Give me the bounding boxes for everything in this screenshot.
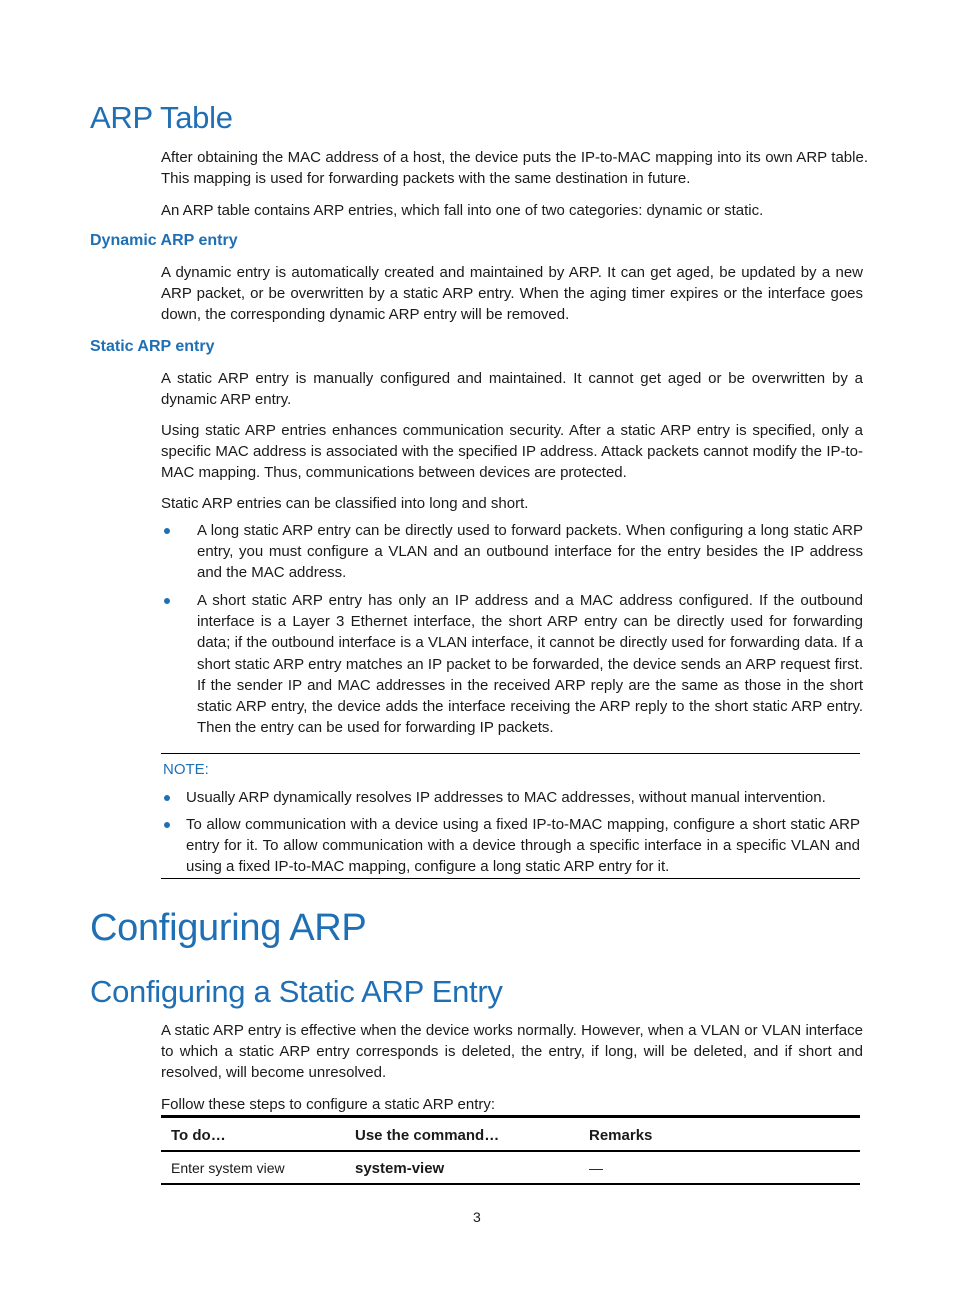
chapter-heading-configuring-arp: Configuring ARP	[90, 907, 367, 949]
section-heading-configuring-static-arp-entry: Configuring a Static ARP Entry	[90, 974, 503, 1009]
table-cell-command: system-view	[355, 1160, 445, 1177]
table-cell-to-do: Enter system view	[171, 1160, 285, 1176]
subsection-heading-static-arp-entry: Static ARP entry	[90, 338, 215, 355]
table-header-remarks: Remarks	[589, 1127, 653, 1144]
dynamic-arp-entry-paragraph: A dynamic entry is automatically created and maintained by ARP. It can get aged, be updated by a new ARP packet, or be overwritten by a static ARP entry. When the aging timer expires or the interface goes down, the corresponding dynamic ARP entry will be removed.	[161, 264, 863, 324]
bullet-icon	[164, 795, 170, 801]
note-bullet-1: Usually ARP dynamically resolves IP addresses to MAC addresses, without manual intervention.	[186, 789, 826, 806]
configuring-static-arp-paragraph: A static ARP entry is effective when the device works normally. However, when a VLAN or VLAN interface to which a static ARP entry corresponds is deleted, the entry, if long, will be deleted, and if short and resolved, will become unresolved.	[161, 1022, 863, 1082]
table-header-to-do: To do…	[171, 1127, 226, 1144]
static-arp-bullet-short: A short static ARP entry has only an IP address and a MAC address configured. If the outbound interface is a Layer 3 Ethernet interface, the short ARP entry can be directly used for forwarding data; if the outbound interface is a VLAN interface, it cannot be directly used for forwarding data. If a short static ARP entry matches an IP packet to be forwarded, the device sends an ARP request first. If the sender IP and MAC addresses in the received ARP reply are the same as those in the short static ARP entry, the device adds the interface receiving the ARP reply to the short static ARP entry. Then the entry can be used for forwarding IP packets.	[197, 592, 863, 737]
subsection-heading-dynamic-arp-entry: Dynamic ARP entry	[90, 232, 238, 249]
static-arp-entry-paragraph-3: Static ARP entries can be classified into long and short.	[161, 495, 529, 512]
note-bottom-rule	[161, 878, 860, 879]
arp-table-intro-paragraph-1: After obtaining the MAC address of a host, the device puts the IP-to-MAC mapping into its own ARP table. This mapping is used for forwarding packets with the same destination in future.	[161, 149, 868, 188]
note-bullet-2: To allow communication with a device using a fixed IP-to-MAC mapping, configure a short static ARP entry for it. To allow communication with a device through a specific interface in a specific VLAN and using a fixed IP-to-MAC mapping, configure a long static ARP entry for it.	[186, 816, 860, 876]
bullet-icon	[164, 528, 170, 534]
configuring-steps-intro: Follow these steps to configure a static ARP entry:	[161, 1096, 496, 1113]
static-arp-entry-paragraph-2: Using static ARP entries enhances communication security. After a static ARP entry is specified, only a specific MAC address is associated with the specified IP address. Attack packets cannot modify the IP-to-MAC mapping. Thus, communications between devices are protected.	[161, 422, 863, 482]
section-heading-arp-table: ARP Table	[90, 100, 233, 135]
note-label: NOTE:	[163, 761, 209, 778]
table-cell-remarks: —	[589, 1160, 603, 1176]
static-arp-entry-paragraph-1: A static ARP entry is manually configured and maintained. It cannot get aged or be overwritten by a dynamic ARP entry.	[161, 370, 863, 409]
table-header-command: Use the command…	[355, 1127, 500, 1144]
bullet-icon	[164, 598, 170, 604]
note-top-rule	[161, 753, 860, 754]
table-header-rule	[161, 1150, 860, 1152]
table-bottom-rule	[161, 1183, 860, 1185]
static-arp-bullet-long: A long static ARP entry can be directly used to forward packets. When configuring a long static ARP entry, you must configure a VLAN and an outbound interface for the entry besides the IP address and the MAC address.	[197, 522, 863, 582]
arp-table-intro-paragraph-2: An ARP table contains ARP entries, which fall into one of two categories: dynamic or static.	[161, 202, 764, 219]
page-number: 3	[473, 1209, 481, 1225]
table-top-rule	[161, 1115, 860, 1118]
bullet-icon	[164, 822, 170, 828]
